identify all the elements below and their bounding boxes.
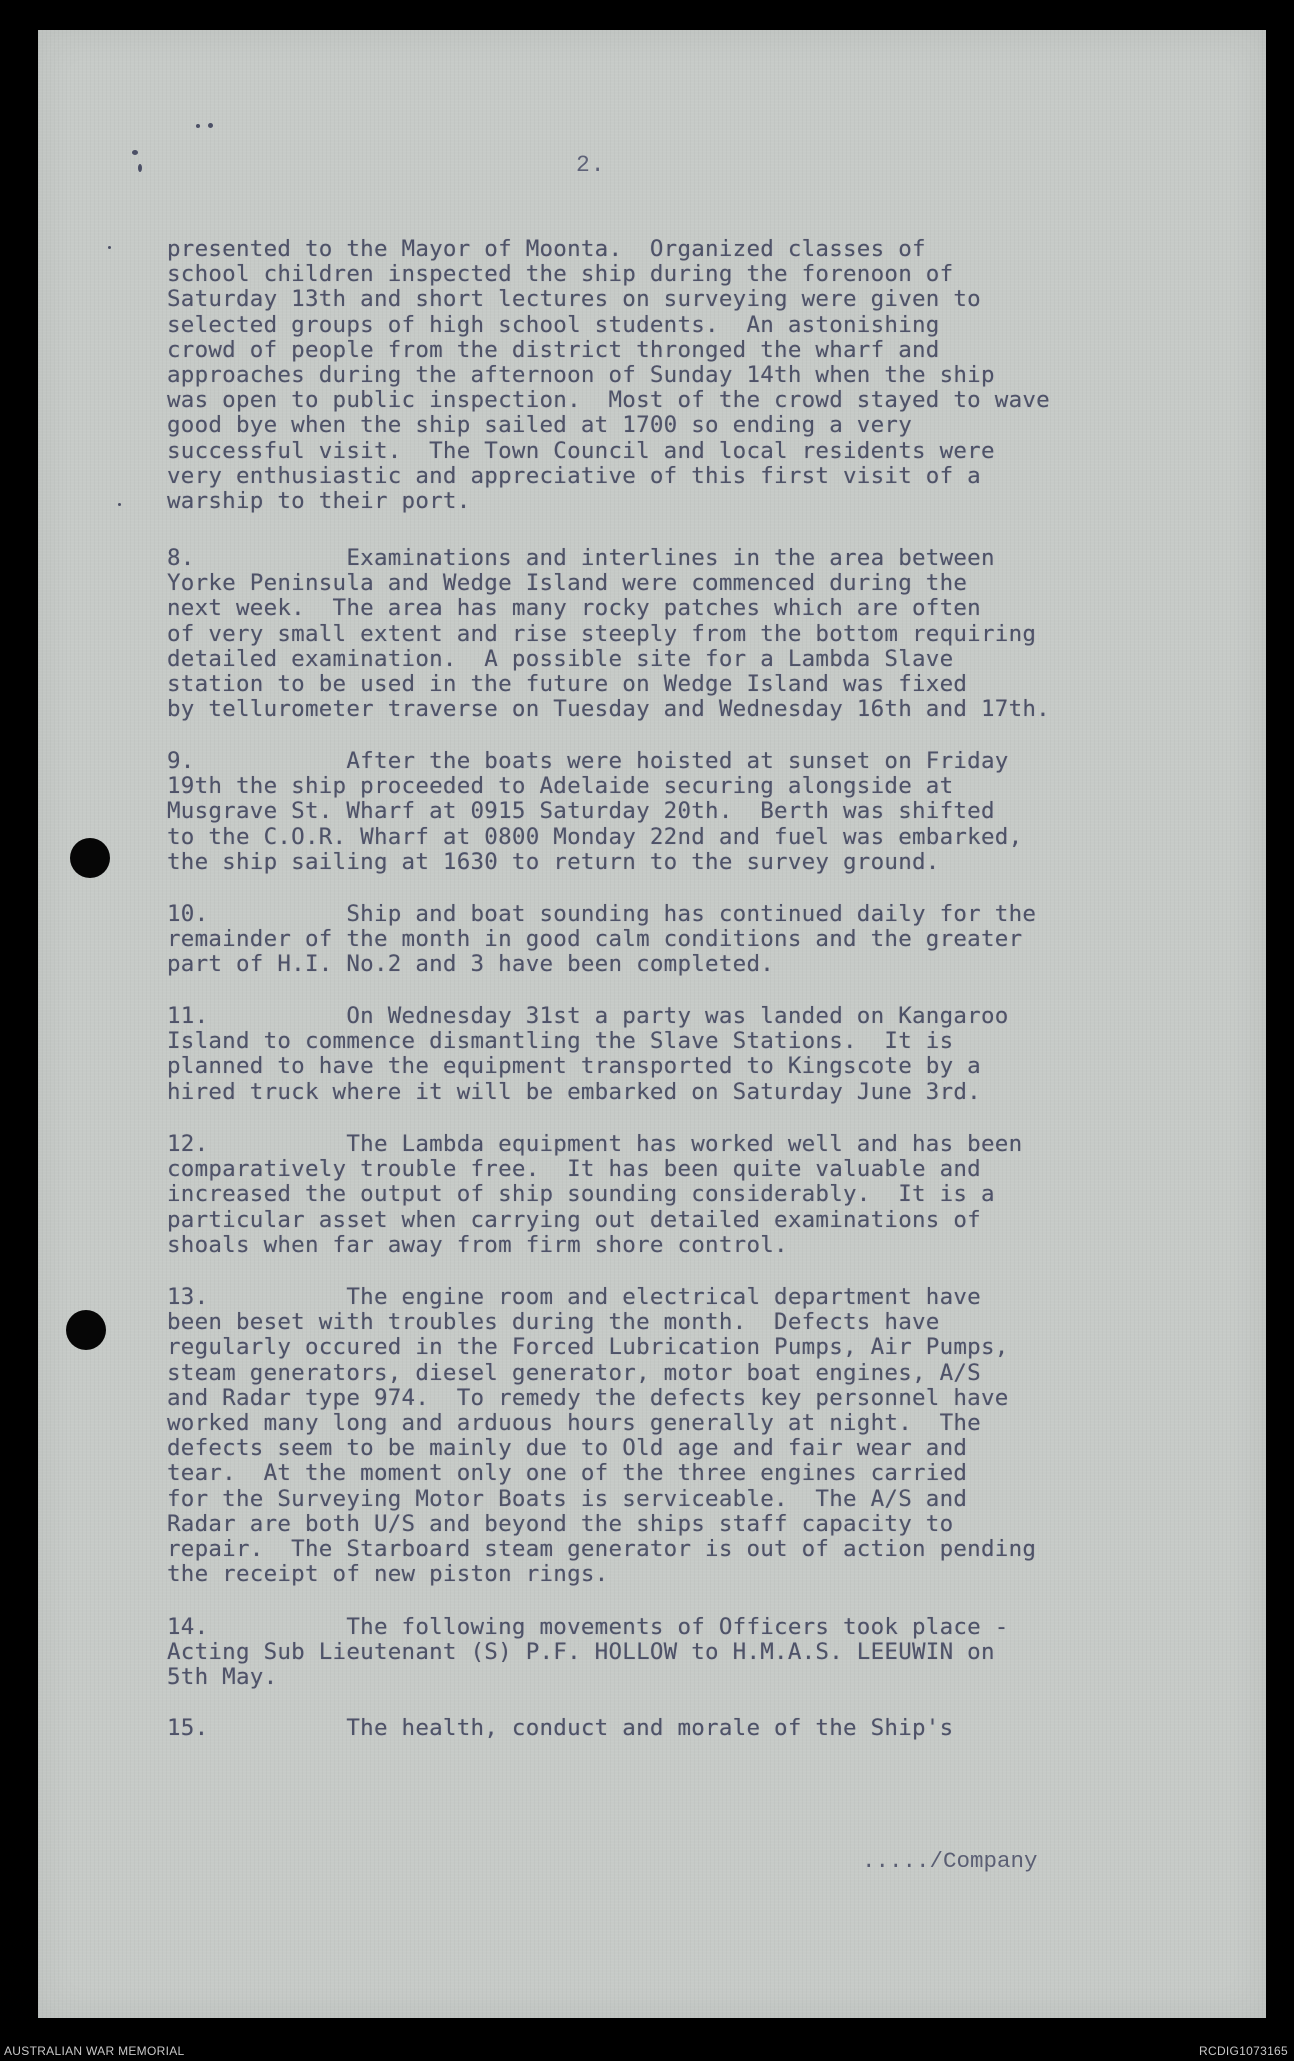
ink-speck [118,503,121,506]
paragraph-12: 12. The Lambda equipment has worked well and has been comparatively trouble free. It has been quite valuable and increased the output of ship sounding considerably. It is a particular asset when carrying out detailed examinations of shoals when far away from firm shore control. [167,1131,1023,1258]
paragraph-intro: presented to the Mayor of Moonta. Organized classes of school children inspected the ship during the forenoon of Saturday 13th and short lectures on surveying were given to selected groups of high school students. An astonishing crowd of people from the district thronged the wharf and approaches during the afternoon of Sunday 14th when the ship was open to public inspection. Most of the crowd stayed to wave good bye when the ship sailed at 1700 so ending a very successful visit. The Town Council and local residents were very enthusiastic and appreciative of this first visit of a warship to their port. [167,236,1050,515]
archive-id: RCDIG1073165 [1199,2044,1288,2058]
paragraph-15: 15. The health, conduct and morale of the Ship's [167,1715,954,1741]
paragraph-10: 10. Ship and boat sounding has continued daily for the remainder of the month in good calm conditions and the greater part of H.I. No.2 and 3 have been completed. [167,901,1037,978]
archive-credit: AUSTRALIAN WAR MEMORIAL [4,2044,185,2058]
paragraph-13: 13. The engine room and electrical department have been beset with troubles during the month. Defects have regularly occured in the Forced Lubrication Pumps, Air Pumps, steam generators, diesel generator, motor boat engines, A/S and Radar type 974. To remedy the defects key personnel have worked many long and arduous hours generally at night. The defects seem to be mainly due to Old age and fair wear and tear. At the moment only one of the three engines carried for the Surveying Motor Boats is serviceable. The A/S and Radar are both U/S and beyond the ships staff capacity to repair. The Starboard steam generator is out of action pending the receipt of new piston rings. [167,1284,1037,1588]
ink-speck [196,124,200,128]
footer-bar [0,2040,1294,2061]
paragraph-11: 11. On Wednesday 31st a party was landed on Kangaroo Island to commence dismantling the Slave Stations. It is planned to have the equipment transported to Kingscote by a hired truck where it will be embarked on Saturday June 3rd. [167,1003,1009,1105]
ink-speck [132,150,138,155]
ink-speck [208,123,213,128]
paragraph-8: 8. Examinations and interlines in the area between Yorke Peninsula and Wedge Island were commenced during the next week. The area has many rocky patches which are often of very small extent and rise steeply from the bottom requiring detailed examination. A possible site for a Lambda Slave station to be used in the future on Wedge Island was fixed by tellurometer traverse on Tuesday and Wednesday 16th and 17th. [167,545,1050,723]
ink-speck [108,246,111,249]
punch-hole [66,1310,106,1350]
punch-hole [70,838,110,878]
continuation-note: ...../Company [862,1848,1038,1874]
page-number: 2. [576,152,606,178]
paragraph-9: 9. After the boats were hoisted at sunset on Friday 19th the ship proceeded to Adelaide securing alongside at Musgrave St. Wharf at 0915 Saturday 20th. Berth was shifted to the C.O.R. Wharf at 0800 Monday 22nd and fuel was embarked, the ship sailing at 1630 to return to the survey ground. [167,748,1023,875]
paragraph-14: 14. The following movements of Officers took place - Acting Sub Lieutenant (S) P.F. HOLLOW to H.M.A.S. LEEUWIN on 5th May. [167,1614,1009,1691]
ink-speck [138,164,142,172]
